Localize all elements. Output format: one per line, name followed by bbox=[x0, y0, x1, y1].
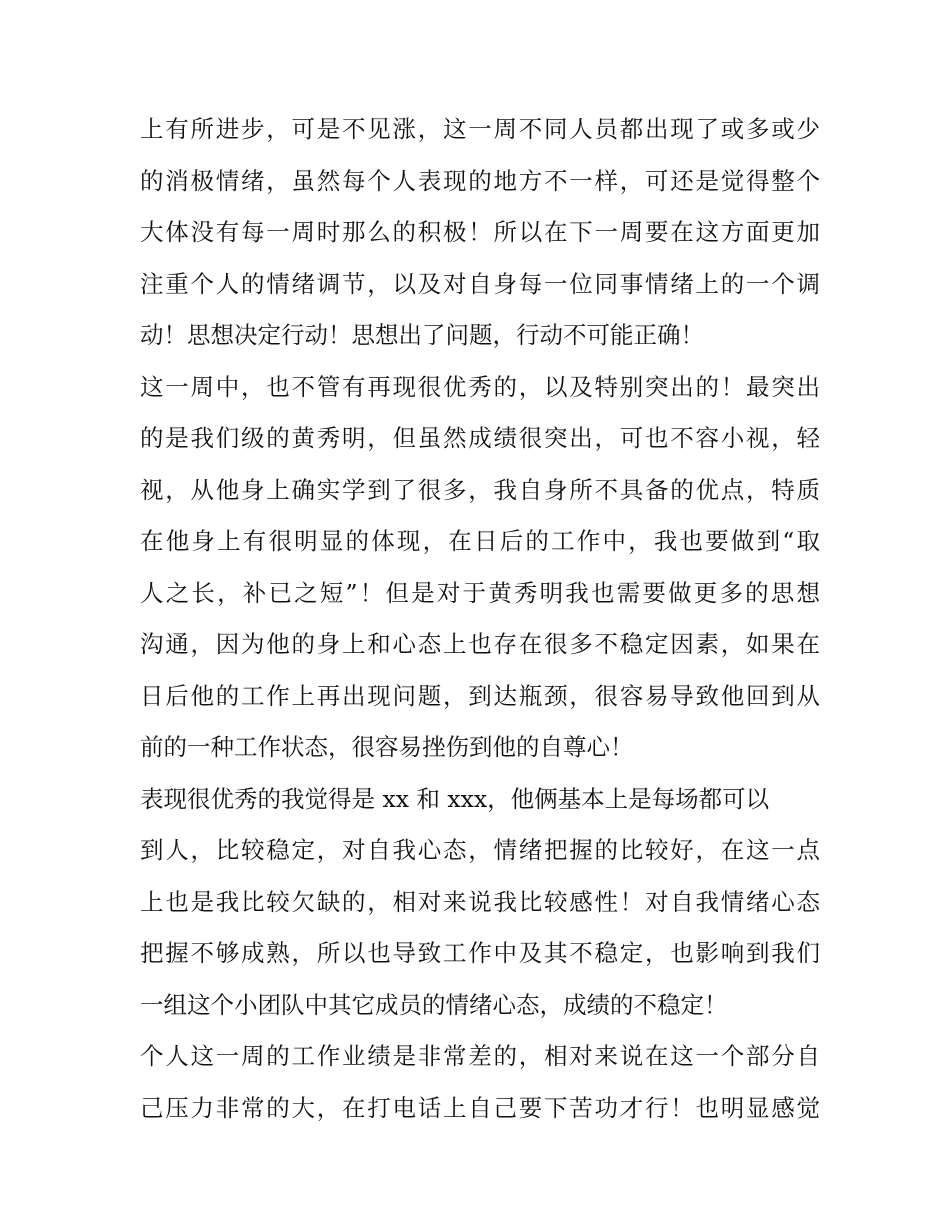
text-line: 表现很优秀的我觉得是 xx 和 xxx，他俩基本上是每场都可以 bbox=[140, 784, 770, 813]
text-line: 上有所进步，可是不见涨，这一周不同人员都出现了或多或少 bbox=[140, 115, 820, 143]
text-line: 大体没有每一周时那么的积极！所以在下一周要在这方面更加 bbox=[140, 218, 820, 246]
text-line: 个人这一周的工作业绩是非常差的，相对来说在这一个部分自 bbox=[140, 1042, 820, 1070]
text-line: 日后他的工作上再出现问题，到达瓶颈，很容易导致他回到从 bbox=[140, 681, 820, 710]
text-line: 的消极情绪，虽然每个人表现的地方不一样，可还是觉得整个 bbox=[140, 166, 820, 195]
text-line: 前的一种工作状态，很容易挫伤到他的自尊心！ bbox=[140, 733, 634, 761]
text-line: 视，从他身上确实学到了很多，我自身所不具备的优点，特质 bbox=[140, 475, 820, 504]
text-line: 沟通，因为他的身上和心态上也存在很多不稳定因素，如果在 bbox=[140, 630, 820, 658]
text-line: 到人，比较稳定，对自我心态，情绪把握的比较好，在这一点 bbox=[140, 836, 820, 864]
text-line: 把握不够成熟，所以也导致工作中及其不稳定，也影响到我们 bbox=[140, 939, 820, 967]
text-line: 的是我们级的黄秀明，但虽然成绩很突出，可也不容小视，轻 bbox=[140, 424, 820, 452]
text-line: 人之长，补已之短”！但是对于黄秀明我也需要做更多的思想 bbox=[140, 578, 820, 607]
text-line: 这一周中，也不管有再现很优秀的，以及特别突出的！最突出 bbox=[140, 372, 820, 401]
text-line: 注重个人的情绪调节，以及对自身每一位同事情绪上的一个调 bbox=[140, 269, 820, 298]
text-line: 一组这个小团队中其它成员的情绪心态，成绩的不稳定！ bbox=[140, 990, 728, 1019]
text-line: 动！思想决定行动！思想出了问题，行动不可能正确！ bbox=[140, 321, 704, 349]
text-line: 上也是我比较欠缺的，相对来说我比较感性！对自我情绪心态 bbox=[140, 887, 820, 916]
text-line: 己压力非常的大，在打电话上自己要下苦功才行！也明显感觉 bbox=[140, 1093, 820, 1122]
document-body bbox=[140, 104, 820, 1134]
text-line: 在他身上有很明显的体现，在日后的工作中，我也要做到“取 bbox=[140, 527, 820, 555]
